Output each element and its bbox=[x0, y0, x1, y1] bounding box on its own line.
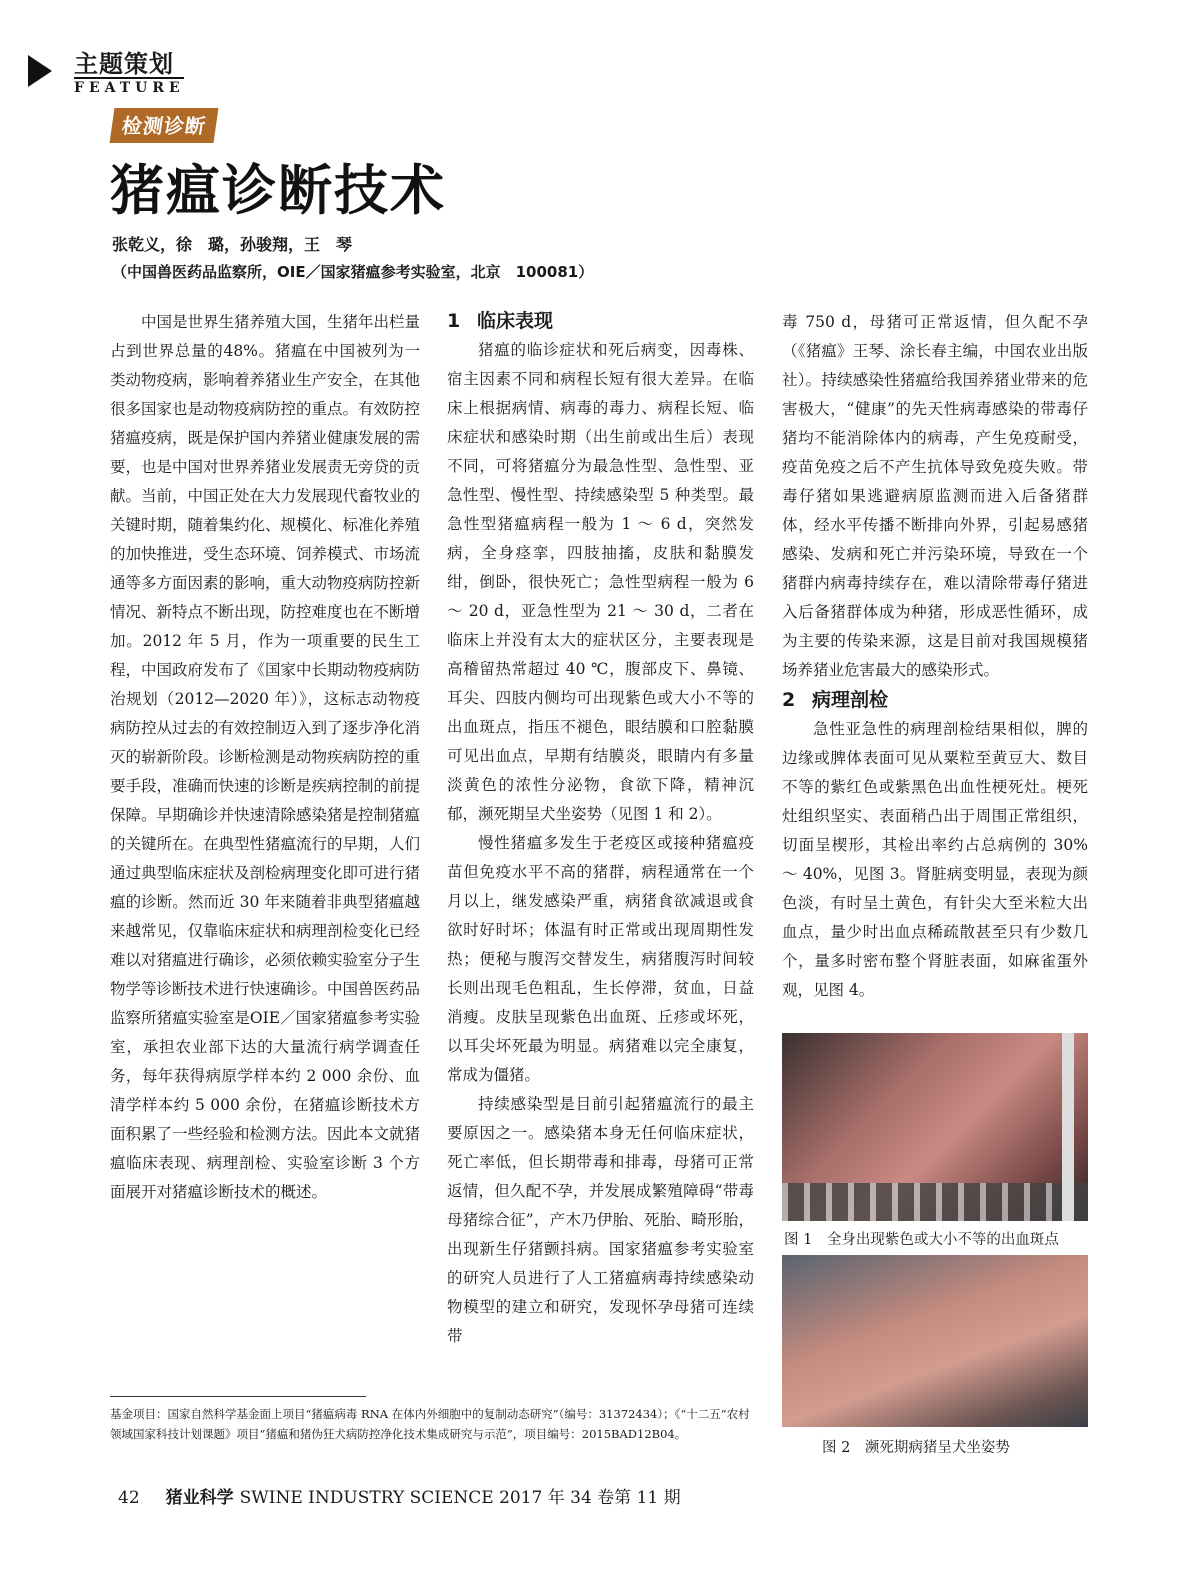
section-1-paragraph-3: 持续感染型是目前引起猪瘟流行的最主要原因之一。感染猪本身无任何临床症状，死亡率低，但长期带毒和排毒，母猪可正常返情，但久配不孕，并发展成繁殖障碍“带毒母猪综合征”，产木乃伊胎、死胎、畸形胎，出现新生仔猪颤抖病。国家猪瘟参考实验室的研究人员进行了人工猪瘟病毒持续感染动物模型的建立和研究，发现怀孕母猪可连续带 bbox=[447, 1095, 754, 1345]
section-1-paragraph-3-continued: 毒 750 d，母猪可正常返情，但久配不孕（《猪瘟》王琴、涂长春主编，中国农业出版社）。持续感染性猪瘟给我国养猪业带来的危害极大，“健康”的先天性病毒感染的带毒仔猪均不能消除体内的病毒，产生免疫耐受，疫苗免疫之后不产生抗体导致免疫失败。带毒仔猪如果逃避病原监测而进入后备猪群体，经水平传播不断排向外界，引起易感猪感染、发病和死亡并污染环境，导致在一个猪群内病毒持续存在，难以清除带毒仔猪进入后备猪群体成为种猪，形成恶性循环，成为主要的传染来源，这是目前对我国规模猪场养猪业危害最大的感染形式。 bbox=[782, 313, 1088, 679]
figure-2-caption: 图 2 濒死期病猪呈犬坐姿势 bbox=[822, 1440, 1010, 1456]
page-number: 42 bbox=[118, 1488, 140, 1508]
section-1-number: 1 bbox=[447, 310, 461, 332]
figure-2-photo bbox=[782, 1255, 1088, 1427]
section-arrow-icon bbox=[28, 55, 52, 87]
section-1-paragraph-1: 猪瘟的临诊症状和死后病变，因毒株、宿主因素不同和病程长短有很大差异。在临床上根据病情、病毒的毒力、病程长短、临床症状和感染时期（出生前或出生后）表现不同，可将猪瘟分为最急性型、急性型、亚急性型、慢性型、持续感染型 5 种类型。最急性型猪瘟病程一般为 1 ～ 6 d，突然发病，全身痉挛，四肢抽搐，皮肤和黏膜发绀，倒卧，很快死亡；急性型病程一般为 6 ～ 20 d，亚急性型为 21 ～ 30 d，二者在临床上并没有太大的症状区分，主要表现是高稽留热常超过 40 ℃，腹部皮下、鼻镜、耳尖、四肢内侧均可出现紫色或大小不等的出血斑点，指压不褪色，眼结膜和口腔黏膜可见出血点，早期有结膜炎，眼睛内有多量淡黄色的浓性分泌物，食欲下降，精神沉郁，濒死期呈犬坐姿势（见图 1 和 2）。 bbox=[447, 341, 754, 823]
section-2-title: 病理剖检 bbox=[812, 689, 889, 711]
section-2-number: 2 bbox=[782, 689, 796, 711]
section-2-heading bbox=[782, 685, 1088, 715]
section-subtitle: FEATURE bbox=[74, 77, 184, 96]
journal-name: 猪业科学 bbox=[165, 1488, 234, 1508]
section-1-paragraph-2: 慢性猪瘟多发生于老疫区或接种猪瘟疫苗但免疫水平不高的猪群，病程通常在一个月以上，继发感染严重，病猪食欲减退或食欲时好时坏；体温有时正常或出现周期性发热；便秘与腹泻交替发生，病猪腹泻时间较长则出现毛色粗乱，生长停滞，贫血，日益消瘦。皮肤呈现紫色出血斑、丘疹或坏死，以耳尖坏死最为明显。病猪难以完全康复，常成为僵猪。 bbox=[447, 834, 754, 1084]
footnote-divider bbox=[110, 1396, 366, 1397]
footnote: 基金项目：国家自然科学基金面上项目“猪瘟病毒 RNA 在体内外细胞中的复制动态研究”（编号：31372434）；《“十二五”农村领域国家科技计划课题》项目“猪瘟和猪伪狂犬病防控净化技术集成研究与示范”，项目编号：2015BAD12B04。 bbox=[110, 1407, 750, 1441]
column-3 bbox=[782, 308, 1088, 1005]
pen-post bbox=[1062, 1033, 1074, 1221]
article-title: 猪瘟诊断技术 bbox=[110, 159, 446, 222]
page-footer bbox=[118, 1483, 681, 1508]
pen-bars bbox=[782, 1183, 1088, 1221]
journal-issue: SWINE INDUSTRY SCIENCE 2017 年 34 卷第 11 期 bbox=[239, 1488, 681, 1508]
affiliation: （中国兽医药品监察所，OIE／国家猪瘟参考实验室，北京 100081） bbox=[112, 263, 594, 281]
column-2 bbox=[447, 306, 754, 1351]
figure-1-photo bbox=[782, 1033, 1088, 1221]
section-1-title: 临床表现 bbox=[477, 310, 554, 332]
figure-1-caption: 图 1 全身出现紫色或大小不等的出血斑点 bbox=[784, 1232, 1059, 1248]
section-title: 主题策划 bbox=[74, 50, 174, 78]
authors: 张乾义，徐 璐，孙骏翔，王 琴 bbox=[112, 235, 353, 254]
section-2-paragraph-1: 急性亚急性的病理剖检结果相似，脾的边缘或脾体表面可见从粟粒至黄豆大、数目不等的紫红色或紫黑色出血性梗死灶。梗死灶组织坚实、表面稍凸出于周围正常组织，切面呈楔形，其检出率约占总病例的 30% ～ 40%，见图 3。肾脏病变明显，表现为颜色淡，有时呈土黄色，有针尖大至米粒大出血点，量少时出血点稀疏散甚至只有少数几个，量多时密布整个肾脏表面，如麻雀蛋外观，见图 4。 bbox=[782, 720, 1088, 999]
column-1 bbox=[110, 308, 420, 1207]
section-1-heading bbox=[447, 306, 754, 336]
category-tag: 检测诊断 bbox=[110, 108, 219, 143]
intro-paragraph: 中国是世界生猪养殖大国，生猪年出栏量占到世界总量的48%。猪瘟在中国被列为一类动物疫病，影响着养猪业生产安全，在其他很多国家也是动物疫病防控的重点。有效防控猪瘟疫病，既是保护国内养猪业健康发展的需要，也是中国对世界养猪业发展责无旁贷的贡献。当前，中国正处在大力发展现代畜牧业的关键时期，随着集约化、规模化、标准化养殖的加快推进，受生态环境、饲养模式、市场流通等多方面因素的影响，重大动物疫病防控新情况、新特点不断出现，防控难度也在不断增加。2012 年 5 月，作为一项重要的民生工程，中国政府发布了《国家中长期动物疫病防治规划（2012—2020 年）》，这标志动物疫病防控从过去的有效控制迈入到了逐步净化消灭的崭新阶段。诊断检测是动物疾病防控的重要手段，准确而快速的诊断是疾病控制的前提保障。早期确诊并快速清除感染猪是控制猪瘟的关键所在。在典型性猪瘟流行的早期，人们通过典型临床症状及剖检病理变化即可进行猪瘟的诊断。然而近 30 年来随着非典型猪瘟越来越常见，仅靠临床症状和病理剖检变化已经难以对猪瘟进行确诊，必须依赖实验室分子生物学等诊断技术进行快速确诊。中国兽医药品监察所猪瘟实验室是OIE／国家猪瘟参考实验室，承担农业部下达的大量流行病学调查任务，每年获得病原学样本约 2 000 余份、血清学样本约 5 000 余份，在猪瘟诊断技术方面积累了一些经验和检测方法。因此本文就猪瘟临床表现、病理剖检、实验室诊断 3 个方面展开对猪瘟诊断技术的概述。 bbox=[110, 313, 421, 1201]
